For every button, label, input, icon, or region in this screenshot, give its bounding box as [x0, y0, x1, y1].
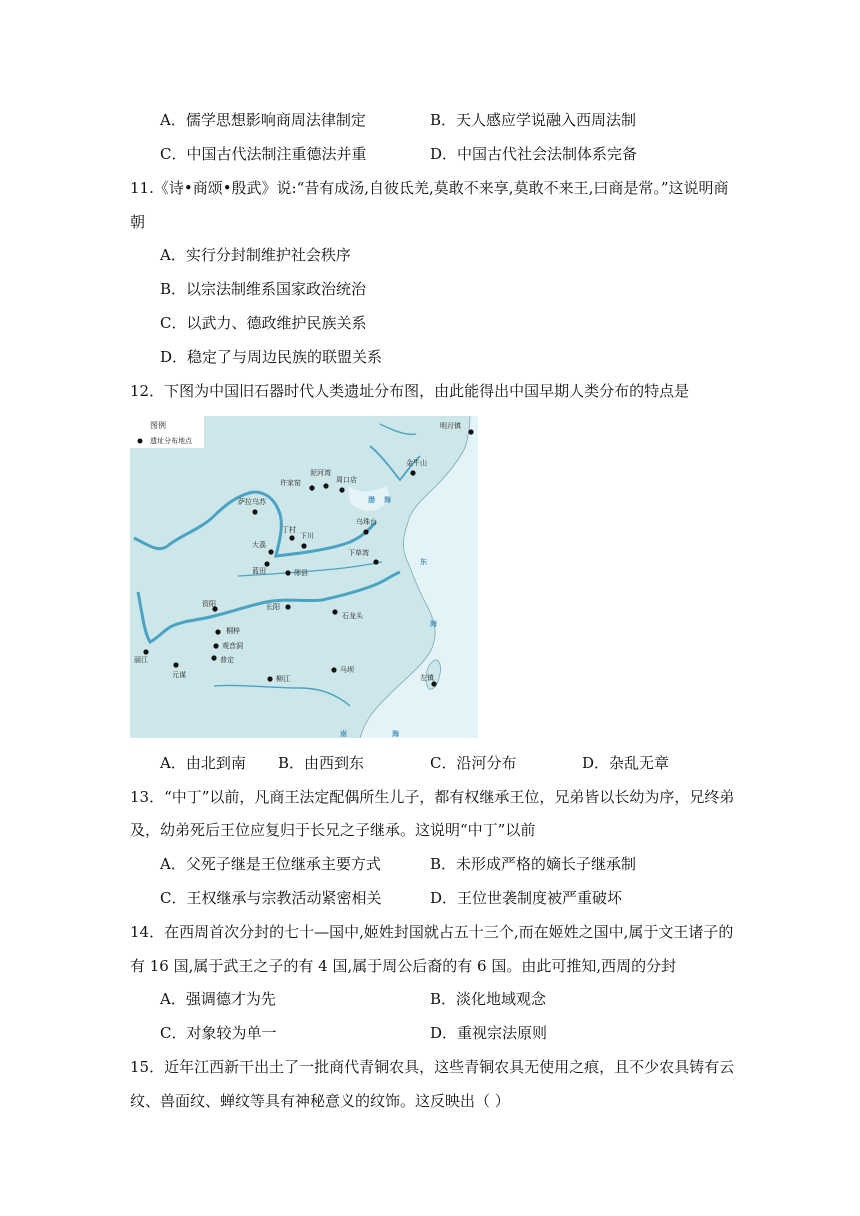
site-label: 观音洞 — [222, 642, 243, 650]
site-marker — [264, 561, 269, 566]
site-marker — [285, 604, 290, 609]
site-marker — [289, 535, 294, 540]
q10-option-b: B．天人感应学说融入西周法制 — [430, 111, 637, 129]
q10-option-d: D．中国古代社会法制体系完备 — [430, 145, 638, 163]
q10-option-c: C．中国古代法制注重德法并重 — [160, 145, 367, 163]
q14-option-c: C．对象较为单一 — [160, 1024, 277, 1042]
site-marker — [323, 483, 328, 488]
q11-option-b: B．以宗法制维系国家政治统治 — [160, 280, 367, 298]
site-label: 下川 — [300, 532, 314, 540]
site-label: 丁村 — [282, 526, 296, 534]
sea-label: 南 — [340, 730, 347, 738]
site-marker — [410, 470, 415, 475]
site-label: 丽江 — [134, 656, 148, 664]
site-marker — [211, 655, 216, 660]
site-label: 左镇 — [420, 674, 434, 682]
site-marker — [331, 667, 336, 672]
q12-option-a: A．由北到南 — [160, 754, 246, 772]
site-marker — [268, 549, 273, 554]
q11-option-c: C．以武力、德政维护民族关系 — [160, 314, 367, 332]
q11-option-a: A．实行分封制维护社会秩序 — [160, 246, 351, 264]
sea-label: 渤 — [368, 496, 375, 504]
q13-stem-line1: 13．“中丁”以前，凡商王法定配偶所生儿子，都有权继承王位，兄弟皆以长幼为序，兄终弟 — [130, 788, 735, 806]
site-marker — [215, 629, 220, 634]
site-marker — [339, 487, 344, 492]
sea-label: 海 — [392, 730, 399, 738]
site-marker — [363, 529, 368, 534]
q13-stem-line2: 及，幼弟死后王位应复归于长兄之子继承。这说明“中丁”以前 — [130, 821, 536, 839]
q11-stem-line1: 11.《诗•商颂•殷武》说:“昔有成汤,自彼氐羌,莫敢不来享,莫敢不来王,曰商是常。”这说明商 — [130, 179, 729, 197]
site-label: 大荔 — [252, 541, 266, 549]
q14-stem-line1: 14．在西周首次分封的七十—国中,姬姓封国就占五十三个,而在姬姓之国中,属于文王诸子的 — [130, 923, 734, 941]
site-label: 金牛山 — [406, 459, 427, 467]
site-label: 马坝 — [340, 666, 354, 674]
q10-option-a: A．儒学思想影响商周法律制定 — [160, 111, 366, 129]
site-label: 乌珠台 — [356, 518, 377, 526]
sea-label: 东 — [420, 558, 427, 566]
legend-title: 图例 — [150, 421, 166, 430]
q13-option-d: D．王位世袭制度被严重破坏 — [430, 889, 623, 907]
site-label: 蓝田 — [252, 567, 266, 575]
q11-stem-line2: 朝 — [130, 213, 146, 231]
q14-stem-line2: 有 16 国,属于武王之子的有 4 国,属于周公后裔的有 6 国。由此可推知,西周的分封 — [130, 957, 677, 975]
q12-option-d: D．杂乱无章 — [582, 754, 670, 772]
site-label: 元谋 — [172, 671, 186, 679]
site-label: 桐梓 — [226, 627, 240, 635]
q14-option-a: A．强调德才为先 — [160, 990, 276, 1008]
site-label: 郧县 — [294, 569, 308, 577]
q12-stem-line1: 12．下图为中国旧石器时代人类遗址分布图，由此能得出中国早期人类分布的特点是 — [130, 382, 690, 400]
site-label: 泥河湾 — [310, 469, 331, 477]
q13-option-a: A．父死子继是王位继承主要方式 — [160, 855, 381, 873]
q13-option-c: C．王权继承与宗教活动紧密相关 — [160, 889, 382, 907]
site-label: 资阳 — [202, 600, 216, 608]
site-label: 石龙头 — [342, 612, 363, 620]
site-label: 许家窑 — [280, 479, 301, 487]
site-label: 萨拉乌苏 — [238, 498, 266, 506]
site-label: 周口店 — [336, 476, 357, 484]
site-marker — [143, 649, 148, 654]
site-marker — [267, 676, 272, 681]
site-marker — [373, 559, 378, 564]
site-label: 明月镇 — [440, 422, 461, 430]
legend-site-label: 遗址分布地点 — [150, 437, 192, 445]
q15-stem-line2: 纹、兽面纹、蝉纹等具有神秘意义的纹饰。这反映出（ ） — [130, 1092, 510, 1110]
site-marker — [301, 543, 306, 548]
q14-option-b: B．淡化地域观念 — [430, 990, 547, 1008]
q13-option-b: B．未形成严格的嫡长子继承制 — [430, 855, 637, 873]
q11-option-d: D．稳定了与周边民族的联盟关系 — [160, 348, 383, 366]
q14-option-d: D．重视宗法原则 — [430, 1024, 548, 1042]
paleolithic-sites-map — [130, 416, 478, 738]
site-label: 柳江 — [276, 675, 290, 683]
q12-option-c: C．沿河分布 — [430, 754, 517, 772]
site-label: 下草湾 — [348, 549, 369, 557]
site-marker — [468, 429, 473, 434]
q15-stem-line1: 15．近年江西新干出土了一批商代青铜农具，这些青铜农具无使用之痕，且不少农具铸有云 — [130, 1058, 735, 1076]
site-label: 长阳 — [266, 603, 280, 611]
site-marker — [431, 681, 436, 686]
site-marker — [252, 509, 257, 514]
site-marker — [173, 662, 178, 667]
site-label: 普定 — [220, 656, 234, 664]
sea-label: 海 — [384, 496, 391, 504]
legend-site-marker — [138, 439, 143, 444]
site-marker — [332, 609, 337, 614]
site-marker — [309, 485, 314, 490]
site-marker — [213, 643, 218, 648]
sea-label: 海 — [430, 620, 437, 628]
site-marker — [285, 570, 290, 575]
q12-option-b: B．由西到东 — [278, 754, 365, 772]
